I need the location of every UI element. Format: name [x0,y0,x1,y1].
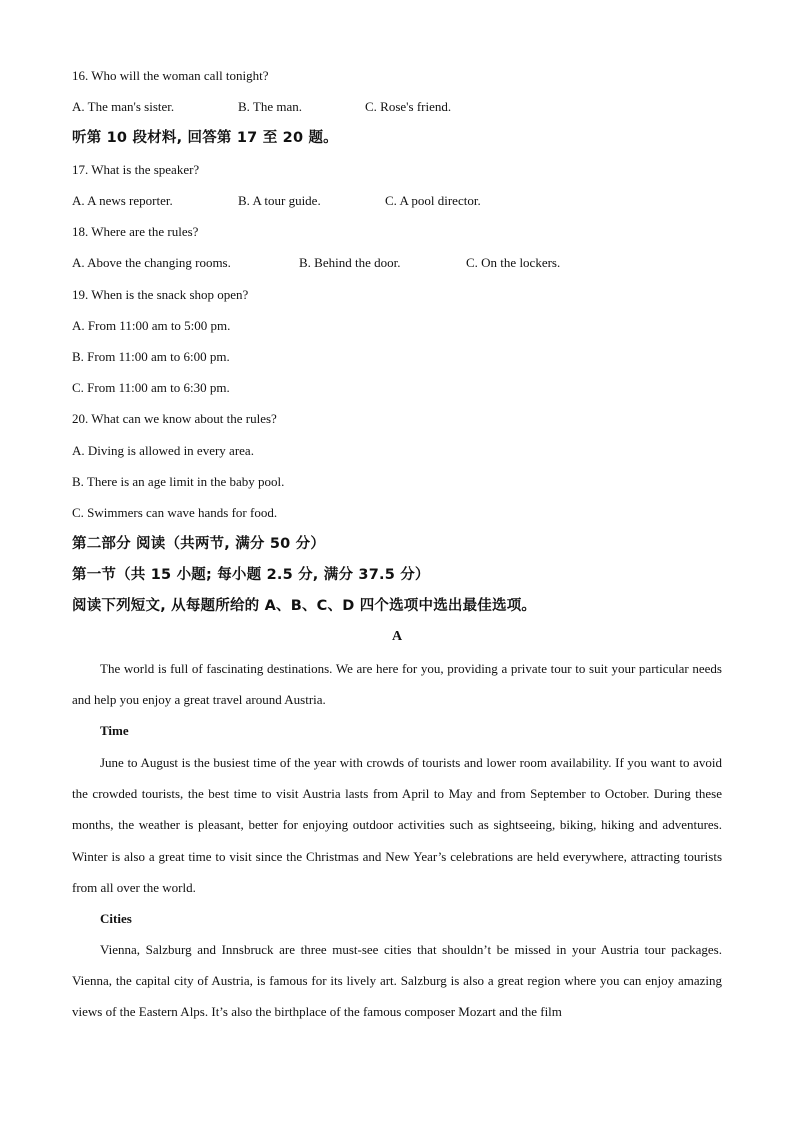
reading-part-title: 第二部分 阅读（共两节, 满分 50 分） [72,536,326,552]
reading-section-title: 第一节（共 15 小题; 每小题 2.5 分, 满分 37.5 分） [72,567,430,583]
q17-option-b: B. A tour guide. [238,193,321,208]
q16-option-c: C. Rose's friend. [365,99,452,114]
question-18: 18. Where are the rules? [72,224,199,239]
q17-option-a: A. A news reporter. [72,193,173,208]
section-10-heading: 听第 10 段材料, 回答第 17 至 20 题。 [72,130,338,146]
passage-intro [72,653,722,715]
q18-option-c: C. On the lockers. [466,255,561,270]
time-paragraph [72,747,722,903]
question-17: 17. What is the speaker? [72,162,200,177]
passage-label: A [391,629,403,644]
cities-paragraph [72,934,722,1028]
q19-option-a: A. From 11:00 am to 5:00 pm. [72,318,231,333]
q20-option-b: B. There is an age limit in the baby pool. [72,474,285,489]
q17-option-c: C. A pool director. [385,193,481,208]
cities-paragraph-text: Vienna, Salzburg and Innsbruck are three must-see cities that shouldn’t be missed in your Austria tour packages. Vienna, the capital city of Austria, is famous for its lively art. Salzburg is also a great region where you can enjoy amazing views of the Eastern Alps. It’s also the birthplace of the famous composer Mozart and the film [72,942,722,1020]
passage-intro-text: The world is full of fascinating destinations. We are here for you, providing a private tour to suit your particular needs and help you enjoy a great travel around Austria. [72,661,722,708]
q19-option-c: C. From 11:00 am to 6:30 pm. [72,380,230,395]
time-heading: Time [100,723,129,738]
question-16: 16. Who will the woman call tonight? [72,68,269,83]
cities-heading: Cities [100,911,132,926]
reading-instruction: 阅读下列短文, 从每题所给的 A、B、C、D 四个选项中选出最佳选项。 [72,598,537,614]
q18-option-a: A. Above the changing rooms. [72,255,231,270]
question-19: 19. When is the snack shop open? [72,287,249,302]
time-paragraph-text: June to August is the busiest time of the year with crowds of tourists and lower room availability. If you want to avoid the crowded tourists, the best time to visit Austria lasts from April to May and from September to October. During these months, the weather is pleasant, better for enjoying outdoor activities such as sightseeing, biking, hiking and adventures. Winter is also a great time to visit since the Christmas and New Year’s celebrations are held everywhere, attracting tourists from all over the world. [72,755,722,895]
q20-option-a: A. Diving is allowed in every area. [72,443,254,458]
q19-option-b: B. From 11:00 am to 6:00 pm. [72,349,230,364]
question-20: 20. What can we know about the rules? [72,411,277,426]
q18-option-b: B. Behind the door. [299,255,401,270]
q20-option-c: C. Swimmers can wave hands for food. [72,505,278,520]
q16-option-a: A. The man's sister. [72,99,175,114]
q16-option-b: B. The man. [238,99,303,114]
